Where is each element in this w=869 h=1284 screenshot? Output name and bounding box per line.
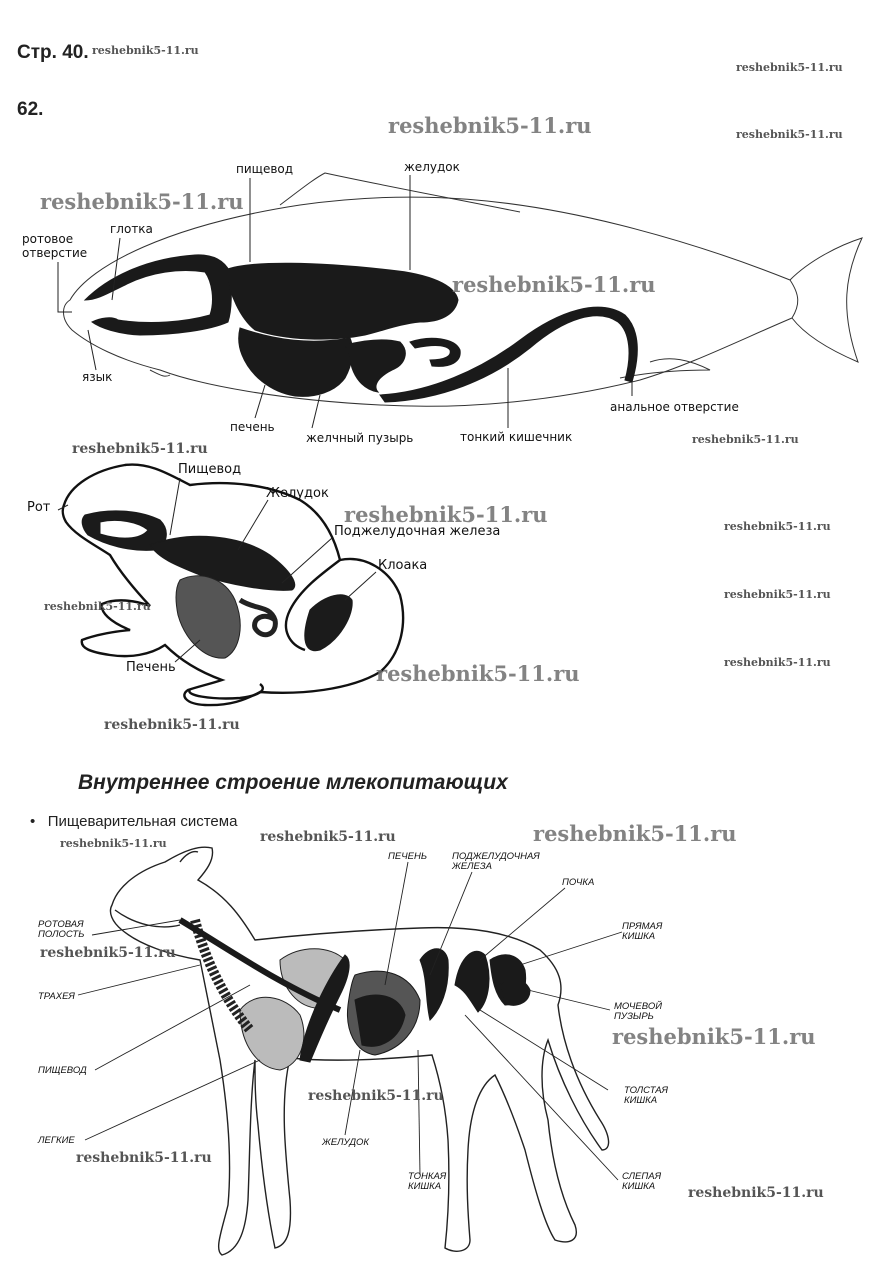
frog-liver <box>176 576 240 658</box>
watermark: reshebnik5-11.ru <box>376 661 580 686</box>
dog-label-kidney: ПОЧКА <box>562 877 595 888</box>
fish-tail-joint <box>790 280 798 318</box>
frog-label-mouth: Рот <box>27 500 51 515</box>
fish-label-tongue: язык <box>82 370 113 384</box>
dog-label-rectum: ПРЯМАЯ КИШКА <box>622 921 663 942</box>
watermark: reshebnik5-11.ru <box>92 44 199 57</box>
dog-intestine-loop <box>420 949 448 1020</box>
frog-label-stomach: Желудок <box>266 486 329 501</box>
fish-stomach <box>225 263 458 339</box>
watermark: reshebnik5-11.ru <box>724 588 831 601</box>
frog-label-pancreas: Поджелудочная железа <box>334 524 501 539</box>
fish-label-anus: анальное отверстие <box>610 400 739 414</box>
frog-intestine <box>240 600 275 635</box>
watermark: reshebnik5-11.ru <box>40 945 176 961</box>
frog-cloaca <box>305 595 352 651</box>
dog-jaw <box>115 910 180 927</box>
watermark: reshebnik5-11.ru <box>688 1185 824 1201</box>
frog-body-outline <box>63 465 403 706</box>
frog-stomach <box>150 536 295 590</box>
fish-pharynx <box>85 255 231 335</box>
dog-label-stomach: ЖЕЛУДОК <box>322 1137 369 1148</box>
watermark: reshebnik5-11.ru <box>736 128 843 141</box>
watermark: reshebnik5-11.ru <box>533 821 737 846</box>
dog-label-esophagus: ПИЩЕВОД <box>38 1065 87 1076</box>
watermark: reshebnik5-11.ru <box>260 829 396 845</box>
dog-label-bladder: МОЧЕВОЙ ПУЗЫРЬ <box>614 1001 663 1022</box>
dog-label-small-intestine: ТОНКАЯ КИШКА <box>408 1171 447 1192</box>
fish-label-small-intestine: тонкий кишечник <box>460 430 573 444</box>
dog-label-pancreas: ПОДЖЕЛУДОЧНАЯ ЖЕЛЕЗА <box>452 851 540 872</box>
mammal-bullet-text: Пищеварительная система <box>47 813 238 830</box>
watermark: reshebnik5-11.ru <box>308 1088 444 1104</box>
watermark: reshebnik5-11.ru <box>736 61 843 74</box>
watermark: reshebnik5-11.ru <box>40 189 244 214</box>
watermark: reshebnik5-11.ru <box>692 433 799 446</box>
dog-label-cecum: СЛЕПАЯ КИШКА <box>622 1171 662 1192</box>
dog-label-lungs: ЛЕГКИЕ <box>38 1135 75 1146</box>
fish-label-gallbladder: желчный пузырь <box>306 431 414 445</box>
dog-small-intestine <box>455 951 489 1012</box>
watermark: reshebnik5-11.ru <box>452 272 656 297</box>
fish-gallbladder <box>345 340 405 392</box>
frog-label-cloaca: Клоака <box>378 558 428 573</box>
watermark: reshebnik5-11.ru <box>72 441 208 457</box>
watermark: reshebnik5-11.ru <box>44 600 151 613</box>
page-header: Стр. 40. <box>17 42 89 63</box>
fish-label-mouth: ротовое отверстие <box>22 232 88 260</box>
watermark: reshebnik5-11.ru <box>344 502 548 527</box>
fish-label-liver: печень <box>230 420 275 434</box>
fish-label-pharynx: глотка <box>110 222 153 236</box>
fish-intestine-loop <box>410 338 460 366</box>
watermark: reshebnik5-11.ru <box>60 837 167 850</box>
frog-label-esophagus: Пищевод <box>178 462 242 477</box>
dog-label-trachea: ТРАХЕЯ <box>38 991 75 1002</box>
fish-label-stomach: желудок <box>404 160 460 174</box>
mammal-diagram <box>0 840 869 1280</box>
dog-label-colon: ТОЛСТАЯ КИШКА <box>624 1085 669 1106</box>
watermark: reshebnik5-11.ru <box>76 1150 212 1166</box>
fish-belly-line <box>150 370 170 376</box>
dog-label-mouth: РОТОВАЯ ПОЛОСТЬ <box>38 919 85 940</box>
dog-label-liver: ПЕЧЕНЬ <box>388 851 427 862</box>
frog-label-liver: Печень <box>126 660 176 675</box>
fish-dorsal-fin <box>280 173 520 212</box>
watermark: reshebnik5-11.ru <box>388 113 592 138</box>
fish-label-esophagus: пищевод <box>236 162 294 176</box>
watermark: reshebnik5-11.ru <box>612 1024 816 1049</box>
watermark: reshebnik5-11.ru <box>724 520 831 533</box>
mammal-title: Внутреннее строение млекопитающих <box>78 771 508 794</box>
task-number: 62. <box>17 99 44 120</box>
mammal-bullet: • Пищеварительная система <box>30 813 238 830</box>
watermark: reshebnik5-11.ru <box>104 717 240 733</box>
watermark: reshebnik5-11.ru <box>724 656 831 669</box>
